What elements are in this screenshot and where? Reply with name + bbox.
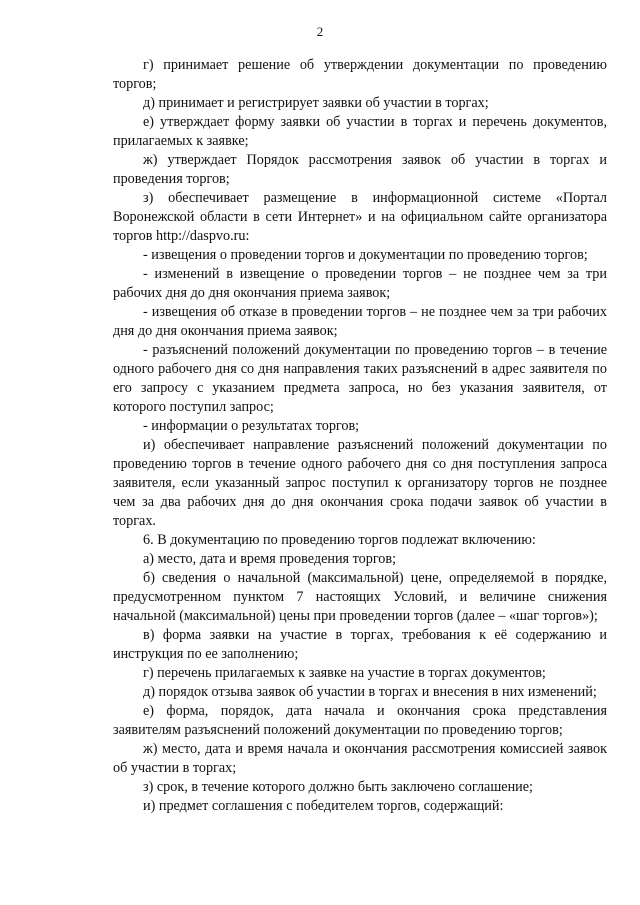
paragraph-i-agreement-subject: и) предмет соглашения с победителем торгов, содержащий: [143,798,504,814]
paragraph-results-item: - информации о результатах торгов; [143,418,360,434]
paragraph-g-approve-docs: г) принимает решение об утверждении документации по проведению торгов; [113,57,607,92]
paragraph-changes-item: - изменений в извещение о проведении торгов – не позднее чем за три рабочих дня до дня окончания приема заявок; [113,266,607,301]
paragraph-z-publication: з) обеспечивает размещение в информационной системе «Портал Воронежской области в сети Интернет» и на официальном сайте организатора торгов http://daspvo.ru: [113,190,607,244]
document-body [113,56,607,816]
paragraph-section-6-heading: 6. В документацию по проведению торгов подлежат включению: [143,532,536,548]
page-number: 2 [316,24,324,39]
paragraph-notice-item: - извещения о проведении торгов и документации по проведению торгов; [143,247,588,263]
paragraph-d-register-bids: д) принимает и регистрирует заявки об участии в торгах; [143,95,489,111]
paragraph-clarifications-item: - разъяснений положений документации по проведению торгов – в течение одного рабочего дня со дня направления таких разъяснений в адрес заявителя по его запросу с указанием предмета запроса, но без указания заявителя, от которого поступил запрос; [113,342,607,415]
paragraph-zh-review-order: ж) утверждает Порядок рассмотрения заявок об участии в торгах и проведения торгов; [113,152,607,187]
paragraph-i-clarification-sending: и) обеспечивает направление разъяснений положений документации по проведению торгов в течение одного рабочего дня со дня поступления запроса заявителя, если указанный запрос поступил к организатору торгов не позднее чем за два рабочих дня до дня окончания срока подачи заявок об участии в торгах. [113,437,607,529]
paragraph-refusal-item: - извещения об отказе в проведении торгов – не позднее чем за три рабочих дня до дня окончания приема заявок; [113,304,607,339]
paragraph-b-initial-price: б) сведения о начальной (максимальной) цене, определяемой в порядке, предусмотренном пунктом 7 настоящих Условий, и величине снижения начальной (максимальной) цены при проведении торгов (далее – «шаг торгов»); [113,570,607,624]
paragraph-zh-review-place: ж) место, дата и время начала и окончания рассмотрения комиссией заявок об участии в торгах; [113,741,607,776]
paragraph-g-attached-docs: г) перечень прилагаемых к заявке на участие в торгах документов; [143,665,546,681]
paragraph-d-withdrawal: д) порядок отзыва заявок об участии в торгах и внесения в них изменений; [143,684,597,700]
paragraph-z-agreement-term: з) срок, в течение которого должно быть заключено соглашение; [143,779,533,795]
paragraph-v-bid-form: в) форма заявки на участие в торгах, требования к её содержанию и инструкция по ее заполнению; [113,627,607,662]
paragraph-a-place-date: а) место, дата и время проведения торгов; [143,551,397,567]
paragraph-e-clarification-form: е) форма, порядок, дата начала и окончания срока представления заявителям разъяснений положений документации по проведению торгов; [113,703,607,738]
paragraph-e-bid-form: е) утверждает форму заявки об участии в торгах и перечень документов, прилагаемых к заявке; [113,114,607,149]
